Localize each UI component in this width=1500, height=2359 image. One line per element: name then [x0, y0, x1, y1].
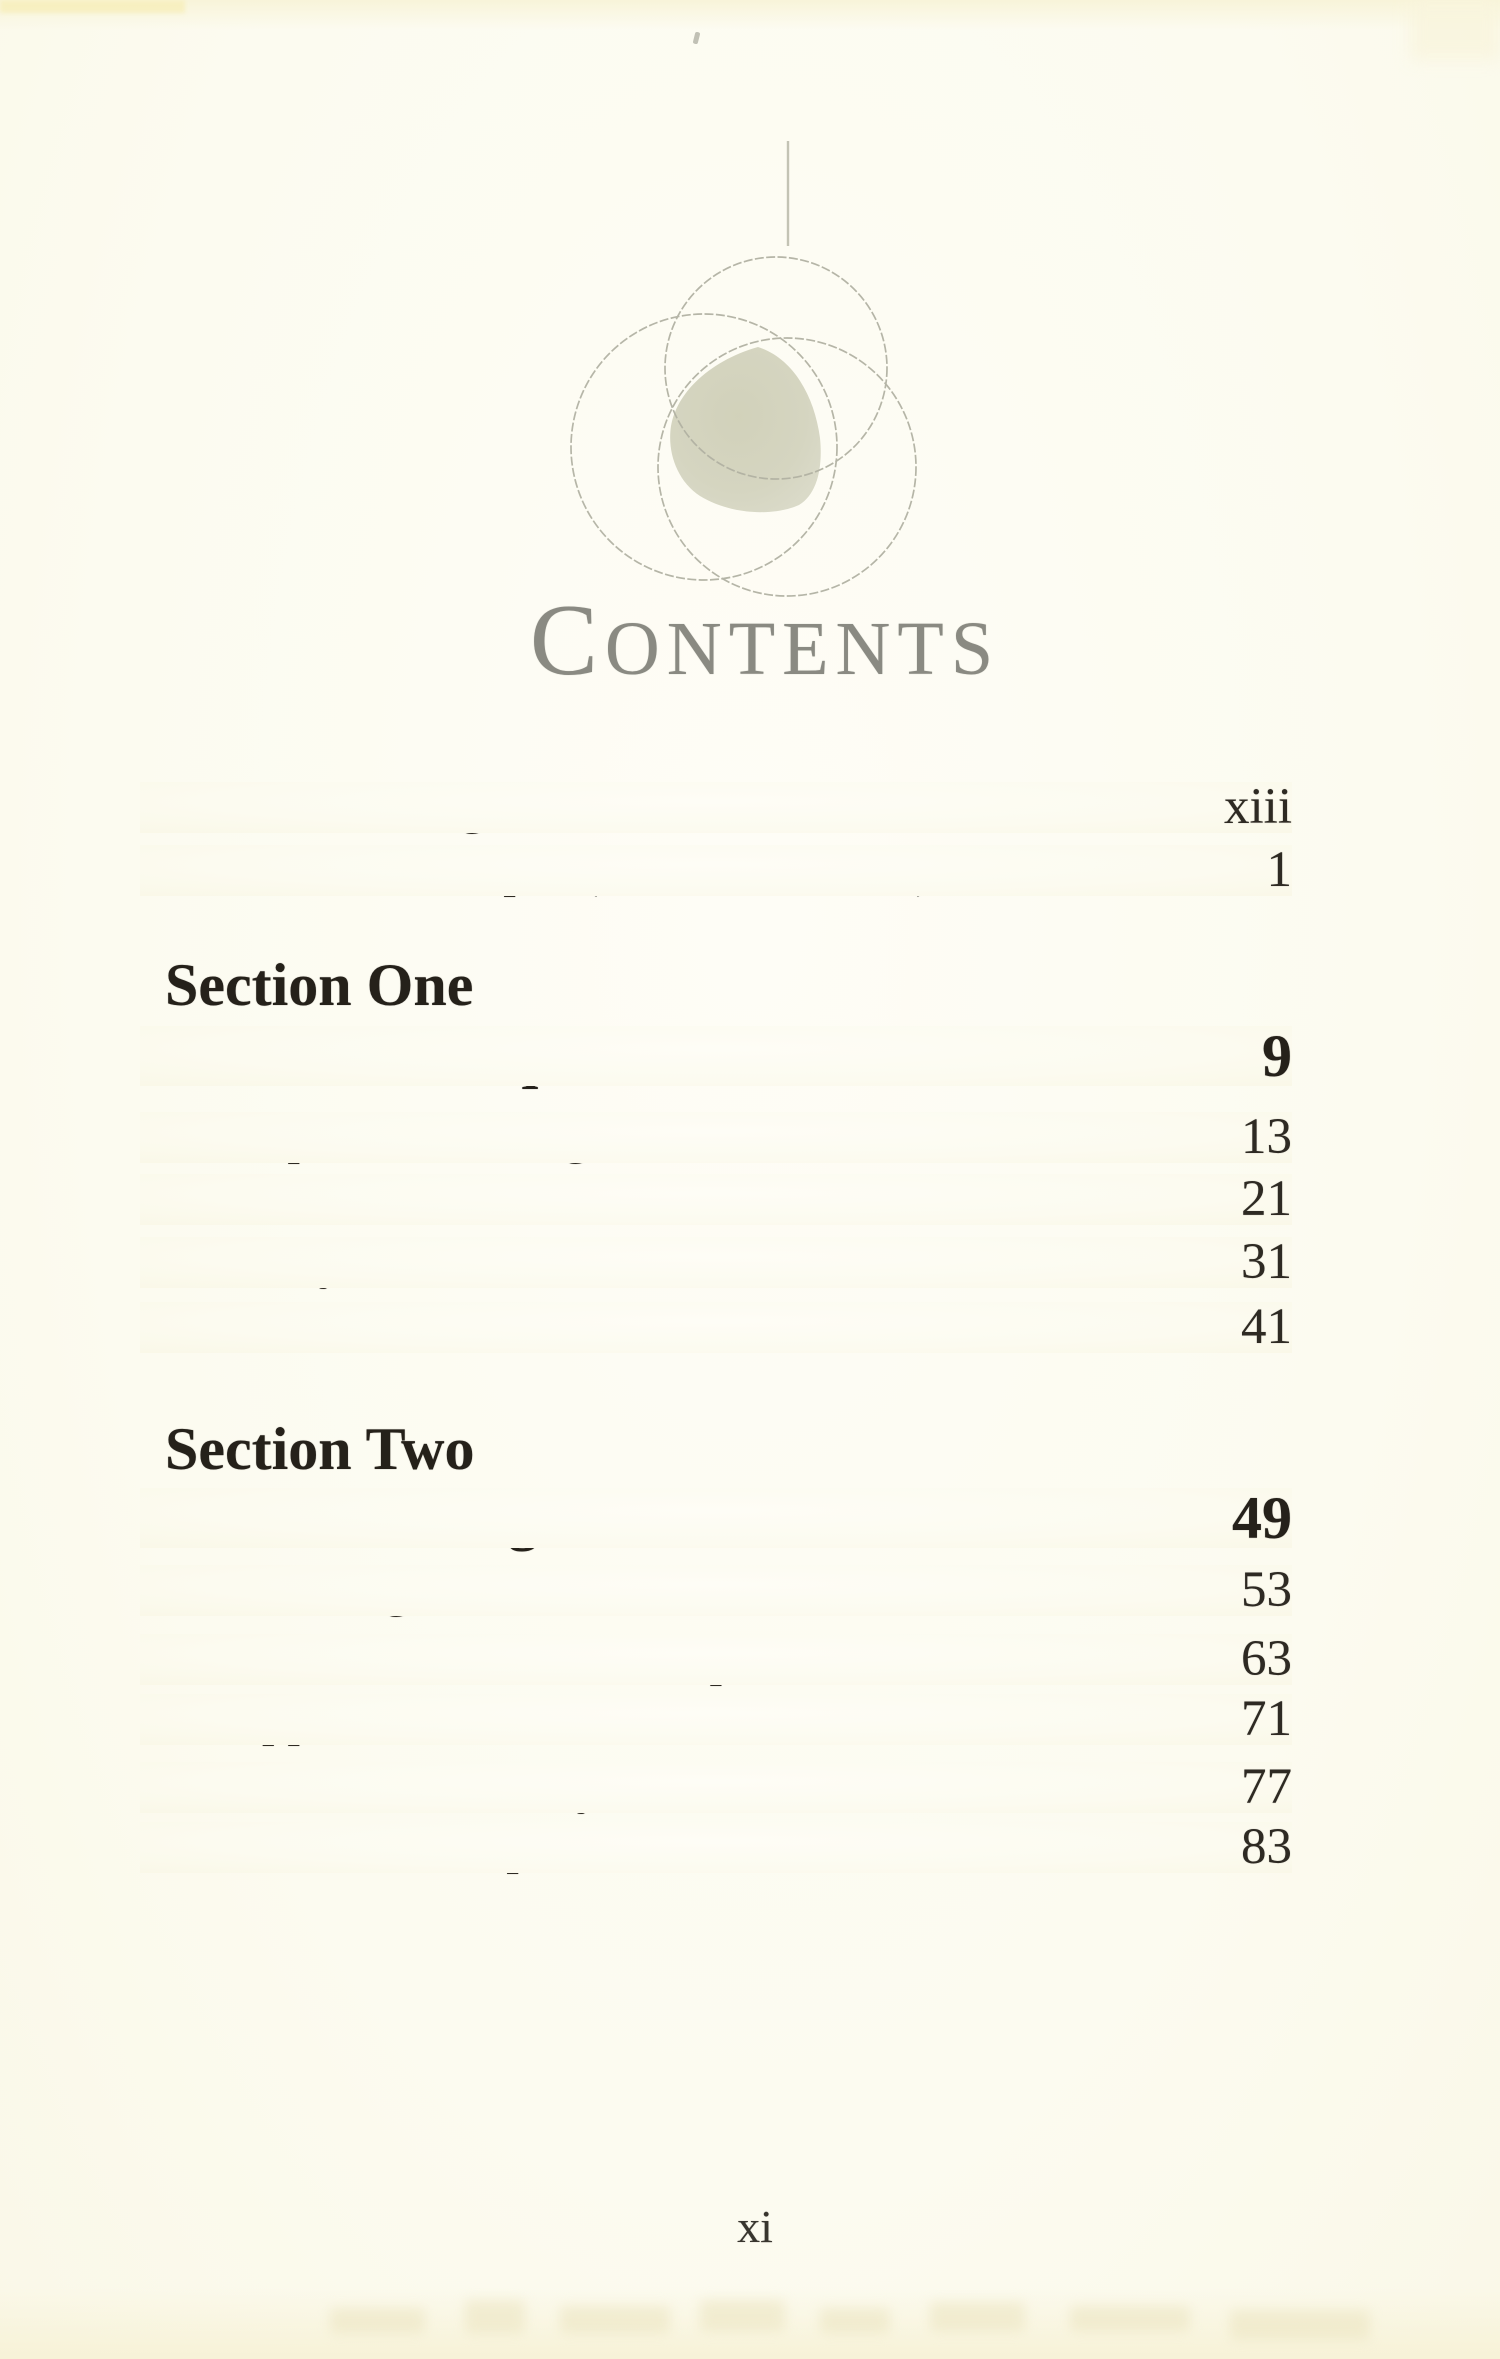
toc-entry-page: xiii: [140, 782, 1292, 833]
folio-page-number: xi: [737, 2201, 773, 2252]
toc-row: [140, 1691, 1292, 1747]
toc-entry-page: 31: [140, 1237, 1292, 1288]
toc-entry-page: 1: [140, 845, 1292, 896]
toc-row: [140, 952, 1292, 1018]
toc-row: [140, 1485, 1292, 1551]
toc-entry-page: 77: [140, 1762, 1292, 1813]
toc-row: [140, 842, 1292, 898]
toc-row: [140, 1562, 1292, 1618]
toc-row: [140, 1109, 1292, 1165]
toc-row: [140, 1299, 1292, 1355]
contents-title-initial: C: [529, 584, 605, 697]
toc-entry-page: 83: [140, 1822, 1292, 1873]
toc-row: [140, 1023, 1292, 1089]
toc-entry-page: 21: [140, 1174, 1292, 1225]
toc-entry-page: 63: [140, 1634, 1292, 1685]
toc-entry-page: 13: [140, 1112, 1292, 1163]
toc-entry-label: Section One: [165, 952, 474, 1018]
toc-entry-page: 41: [140, 1302, 1292, 1353]
toc-row: [140, 1819, 1292, 1875]
toc-row: [140, 1759, 1292, 1815]
contents-title-rest: ONTENTS: [604, 607, 1001, 691]
toc-entry-page: 71: [140, 1694, 1292, 1745]
toc-entry-page: 53: [140, 1565, 1292, 1616]
toc-row: [140, 1234, 1292, 1290]
toc-rows: [140, 0, 1292, 2359]
toc-row: [140, 1416, 1292, 1482]
scan-top-right-tint: [1410, 0, 1500, 60]
toc-entry-label: Section Two: [165, 1416, 475, 1482]
toc-row: [140, 1171, 1292, 1227]
toc-row: [140, 1631, 1292, 1687]
toc-entry-page: 9: [140, 1026, 1292, 1086]
toc-row: [140, 779, 1292, 835]
toc-entry-page: 49: [140, 1488, 1292, 1548]
